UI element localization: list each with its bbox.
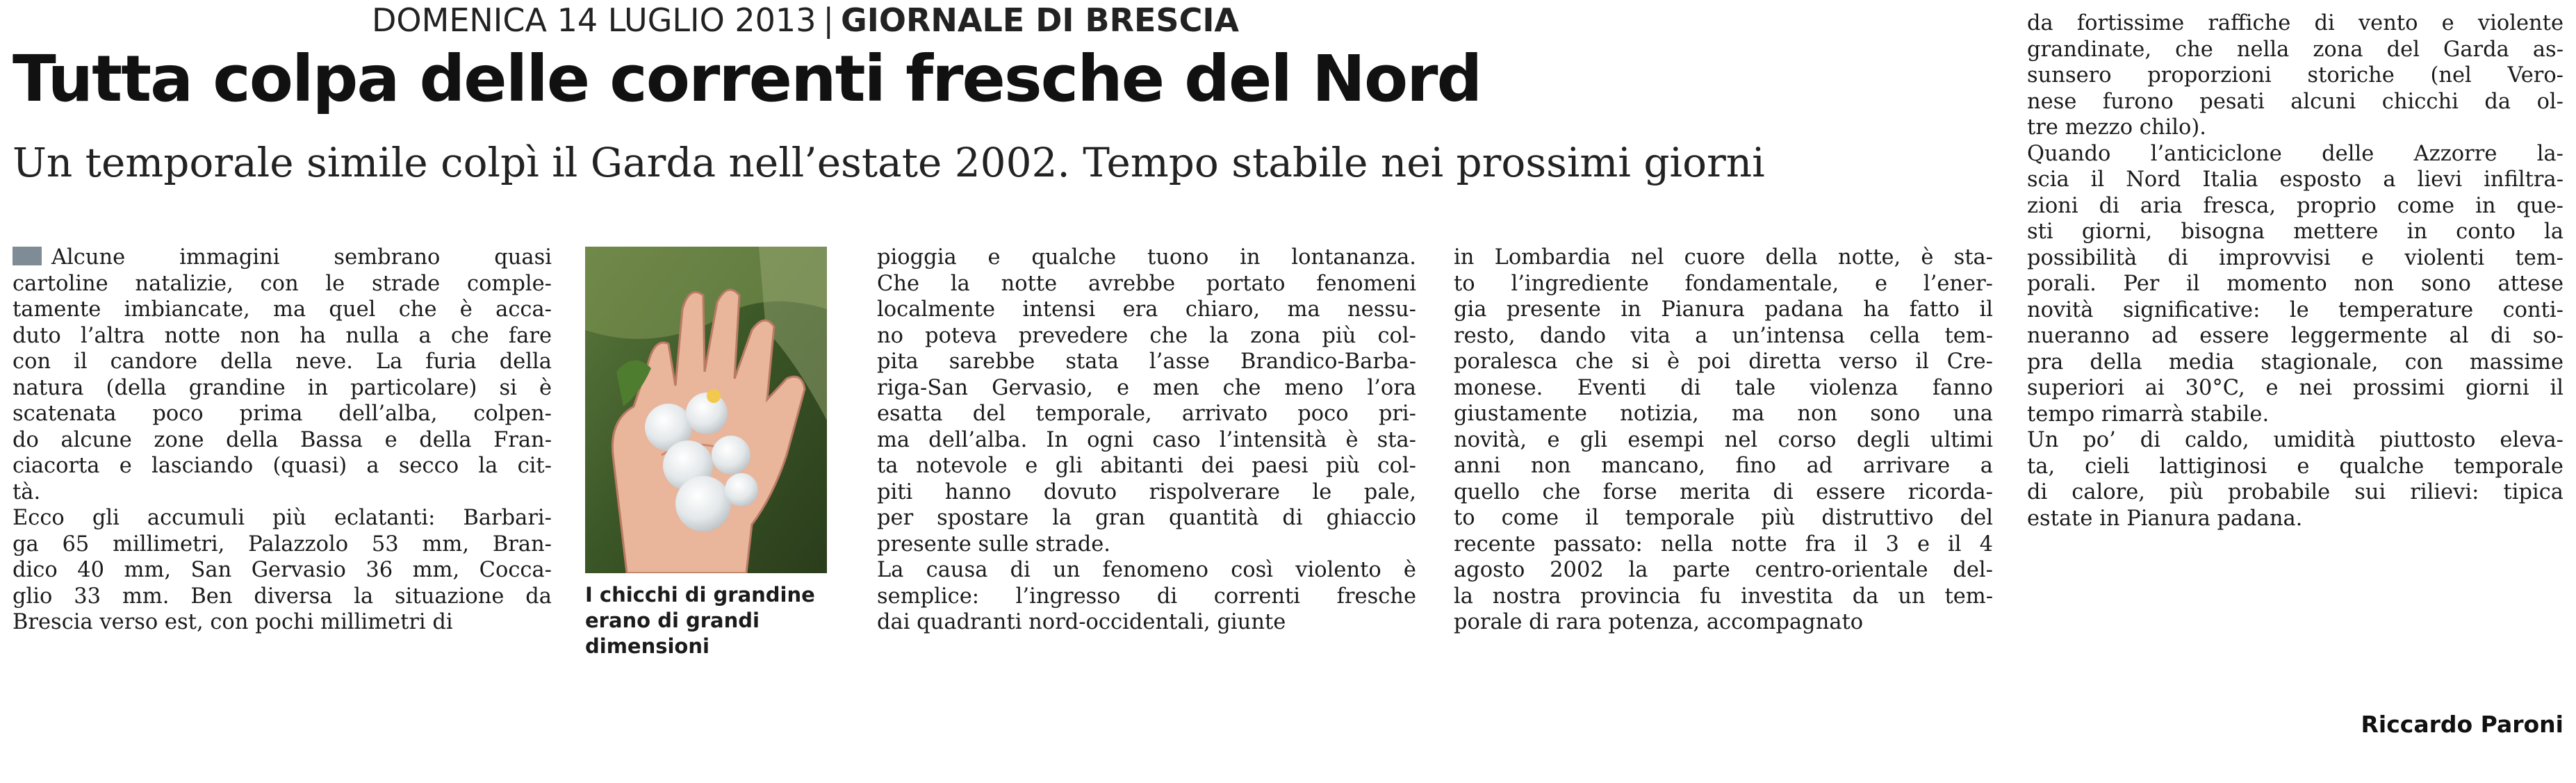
text-line: poralesca che si è poi diretta verso il Cre- — [1454, 349, 1993, 374]
text-line: quello che forse merita di essere ricorda- — [1454, 479, 1993, 504]
text-line: tamente imbiancate, ma quel che è acca- — [13, 297, 552, 322]
text-line: gia presente in Pianura padana ha fatto il — [1454, 297, 1993, 322]
text-line: cartoline natalizie, con le strade comple- — [13, 271, 552, 296]
text-line: nueranno ad essere leggermente al di so- — [2027, 324, 2563, 348]
article-byline: Riccardo Paroni — [2361, 711, 2563, 738]
text-line: erano di grandi — [585, 609, 760, 632]
text-line: di calore, più probabile sui rilievi: tipica — [2027, 480, 2563, 504]
text-line: agosto 2002 la parte centro-orientale del- — [1454, 558, 1993, 582]
text-line: dimensioni — [585, 634, 709, 658]
text-line: giustamente notizia, ma non sono una — [1454, 402, 1993, 426]
text-line: semplice: l’ingresso di correnti fresche — [877, 584, 1416, 609]
article-headline: Tutta colpa delle correnti fresche del Nord — [13, 42, 1482, 116]
text-line: recente passato: nella notte fra il 3 e il 4 — [1454, 531, 1993, 557]
text-line: Che la notte avrebbe portato fenomeni — [877, 271, 1416, 296]
text-line: porali. Per il momento non sono attese — [2027, 272, 2563, 296]
text-line: dico 40 mm, San Gervasio 36 mm, Cocca- — [13, 558, 552, 582]
text-line: localmente intensi era chiaro, ma nessu- — [877, 297, 1416, 322]
text-line: anni non mancano, fino ad arrivare a — [1454, 454, 1993, 478]
dateline-separator: | — [823, 1, 834, 39]
dateline — [372, 1, 1239, 39]
text-line: Brescia verso est, con pochi millimetri di — [13, 610, 453, 634]
text-line: do alcune zone della Bassa e della Fran- — [13, 427, 552, 452]
text-line: possibilità di improvvisi e violenti tem- — [2027, 245, 2563, 270]
text-line: Ecco gli accumuli più eclatanti: Barbari- — [13, 506, 552, 530]
text-line: con il candore della neve. La furia della — [13, 349, 552, 374]
text-line: tre mezzo chilo). — [2027, 115, 2206, 140]
text-line: porale di rara potenza, accompagnato — [1454, 610, 1864, 634]
text-line: La causa di un fenomeno così violento è — [877, 558, 1416, 582]
article-column-4 — [1454, 245, 1993, 636]
text-line: to come il temporale più distruttivo del — [1454, 506, 1993, 530]
text-line: esatta del temporale, arrivato poco pri- — [877, 402, 1416, 426]
text-line: estate in Pianura padana. — [2027, 506, 2303, 531]
text-line: monese. Eventi di tale violenza fanno — [1454, 375, 1993, 400]
text-line: scatenata poco prima dell’alba, colpen- — [13, 402, 552, 426]
paragraph — [2027, 141, 2563, 428]
text-line — [13, 245, 552, 271]
text-line: Un po’ di caldo, umidità piuttosto eleva- — [2027, 428, 2563, 452]
text-line: novità, e gli esempi nel corso degli ultimi — [1454, 427, 1993, 452]
text-line: pioggia e qualche tuono in lontananza. — [877, 245, 1416, 270]
article-column-5 — [2027, 10, 2563, 531]
text-line: resto, dando vita a un’intensa cella tem- — [1454, 323, 1993, 348]
issue-date: DOMENICA 14 LUGLIO 2013 — [372, 1, 817, 39]
paragraph — [2027, 427, 2563, 531]
paragraph — [1454, 245, 1993, 636]
text-line: grandinate, che nella zona del Garda as- — [2027, 37, 2563, 62]
text-line: in Lombardia nel cuore della notte, è sta- — [1454, 245, 1993, 270]
text-line: duto l’altra notte non ha nulla a che fare — [13, 323, 552, 348]
text-line: ta notevole e gli abitanti dei paesi più col- — [877, 454, 1416, 478]
text-line: tempo rimarrà stabile. — [2027, 402, 2270, 427]
text-line: per spostare la gran quantità di ghiaccio — [877, 506, 1416, 530]
hail-photo — [585, 247, 827, 573]
text-line: zioni di aria fresca, proprio come in que- — [2027, 193, 2563, 218]
text-line: nese furono pesati alcuni chicchi da ol- — [2027, 89, 2563, 114]
paragraph — [877, 245, 1416, 557]
text-line: ma dell’alba. In ogni caso l’intensità è sta- — [877, 427, 1416, 452]
text-line: scia il Nord Italia esposto a lievi infiltra- — [2027, 167, 2563, 192]
text-line: dai quadranti nord-occidentali, giunte — [877, 610, 1286, 634]
text-line: ga 65 millimetri, Palazzolo 53 mm, Bran- — [13, 531, 552, 557]
paragraph — [13, 505, 552, 636]
text-line: la nostra provincia fu investita da un tem- — [1454, 584, 1993, 609]
text-line: riga-San Gervasio, e men che meno l’ora — [877, 375, 1416, 400]
article-column-1 — [13, 245, 552, 636]
text-line: Quando l’anticiclone delle Azzorre la- — [2027, 141, 2563, 166]
text-line: sunsero proporzioni storiche (nel Vero- — [2027, 63, 2563, 88]
text-line: to l’ingrediente fondamentale, e l’ener- — [1454, 271, 1993, 296]
paragraph-marker-icon — [13, 247, 42, 265]
text-line: piti hanno dovuto rispolverare le pale, — [877, 479, 1416, 504]
text-line: ciacorta e lasciando (quasi) a secco la cit- — [13, 454, 552, 478]
text-line: superiori ai 30°C, e nei prossimi giorni il — [2027, 376, 2563, 400]
text-line: novità significative: le temperature conti- — [2027, 297, 2563, 322]
text-line: I chicchi di grandine — [585, 583, 815, 607]
text-line: ta, cieli lattiginosi e qualche temporale — [2027, 454, 2563, 479]
text-line: sti giorni, bisogna mettere in conto la — [2027, 220, 2563, 244]
paragraph — [877, 557, 1416, 636]
photo-caption — [585, 582, 849, 659]
text-line-content: Alcune immagini sembrano quasi — [51, 245, 552, 270]
paragraph — [2027, 10, 2563, 141]
hand-with-hailstones-image — [585, 247, 827, 573]
text-line: pra della media stagionale, con massime — [2027, 349, 2563, 374]
text-line: pita sarebbe stata l’asse Brandico-Barba- — [877, 349, 1416, 374]
newspaper-name: GIORNALE DI BRESCIA — [840, 1, 1240, 39]
text-line: no poteva prevedere che la zona più col- — [877, 323, 1416, 348]
text-line: tà. — [13, 479, 41, 504]
paragraph — [13, 245, 552, 505]
text-line: natura (della grandine in particolare) si è — [13, 375, 552, 400]
text-line: presente sulle strade. — [877, 531, 1110, 557]
text-line: da fortissime raffiche di vento e violente — [2027, 11, 2563, 35]
text-line: glio 33 mm. Ben diversa la situazione da — [13, 584, 552, 609]
article-column-3 — [877, 245, 1416, 636]
article-subheadline: Un temporale simile colpì il Garda nell’estate 2002. Tempo stabile nei prossimi giorni — [13, 139, 1765, 186]
